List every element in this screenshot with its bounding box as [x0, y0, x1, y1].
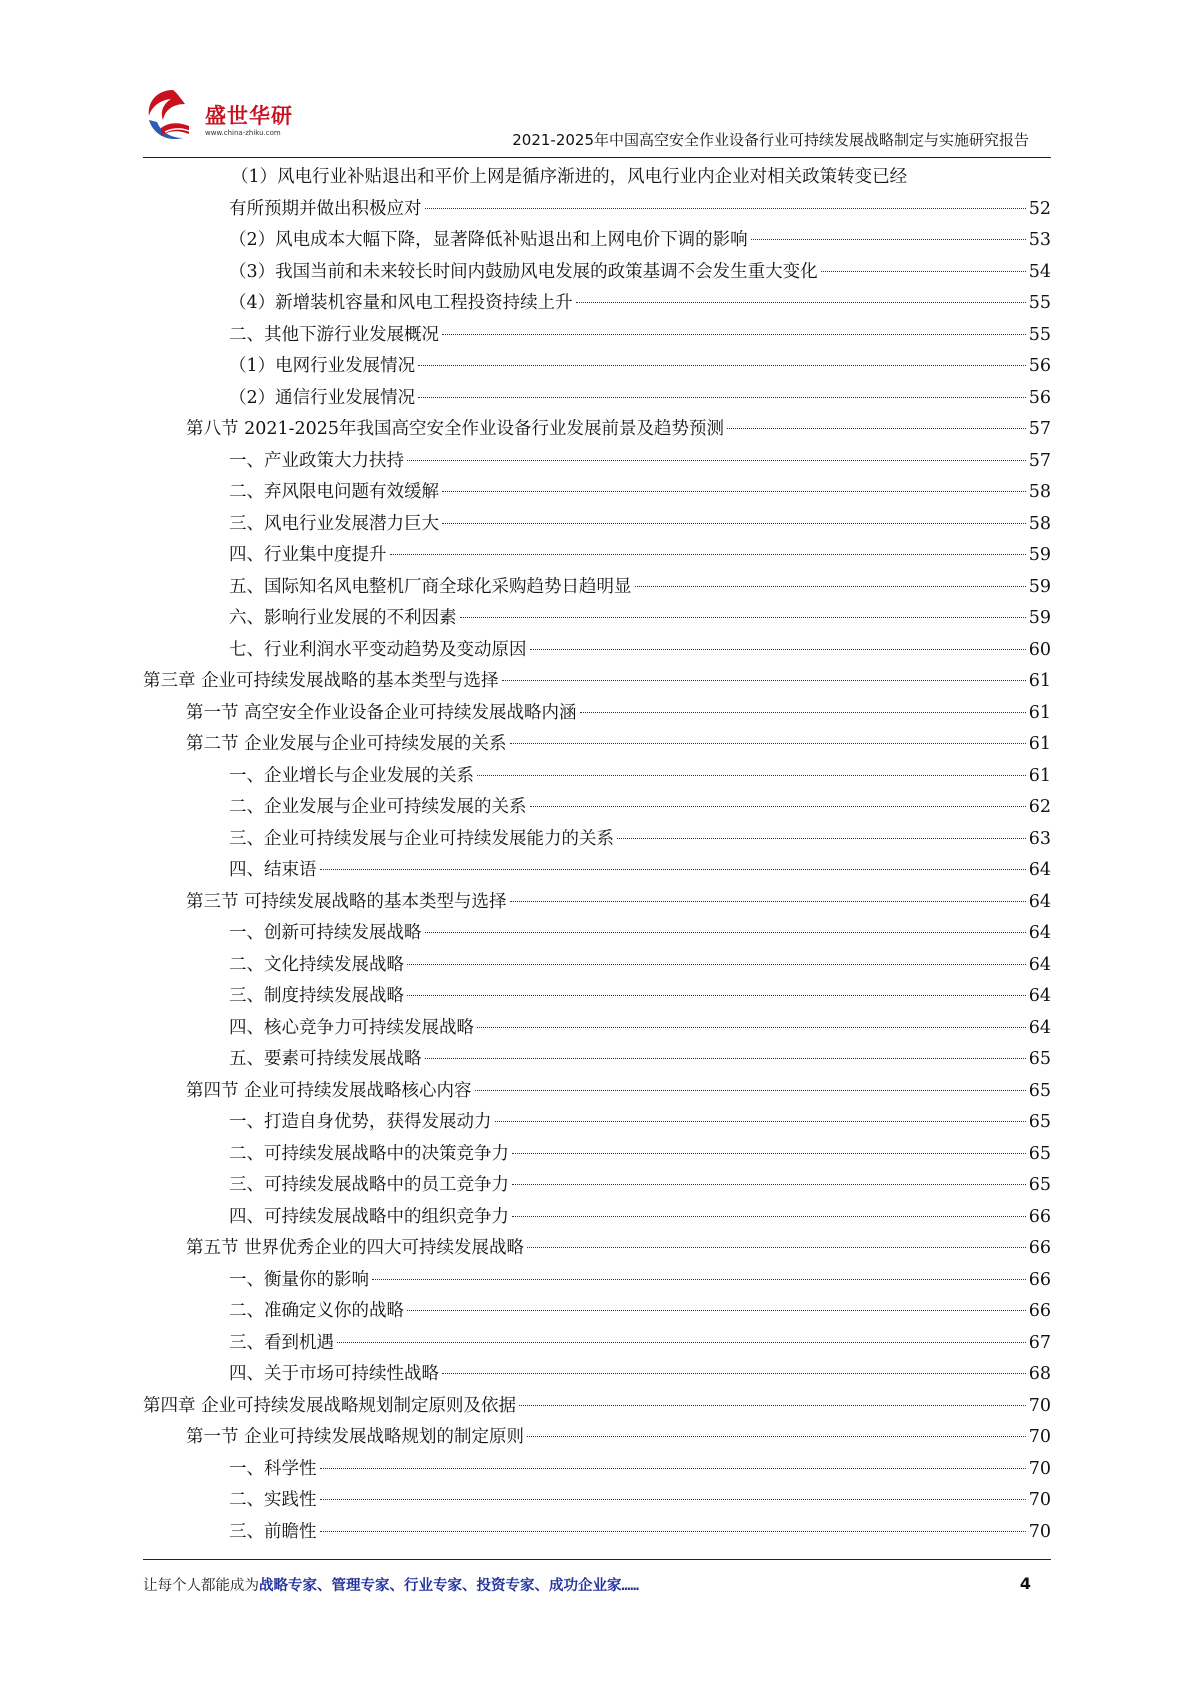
toc-entry-title-continued: 有所预期并做出积极应对: [229, 198, 422, 219]
toc-entry-title: 二、实践性: [229, 1490, 317, 1510]
toc-page-number: 65: [1028, 1112, 1051, 1132]
toc-dot-leader: [407, 460, 1026, 461]
toc-page-number: 64: [1028, 986, 1051, 1006]
toc-dot-leader: [320, 869, 1026, 870]
toc-entry-title: 一、科学性: [229, 1458, 317, 1479]
toc-dot-leader: [576, 302, 1026, 303]
toc-entry[interactable]: [143, 1013, 1051, 1045]
toc-entry[interactable]: [143, 761, 1051, 793]
toc-page-number: 57: [1028, 419, 1051, 439]
toc-entry-title: 第四章 企业可持续发展战略规划制定原则及依据: [143, 1395, 517, 1416]
toc-page-number: 64: [1028, 1017, 1051, 1038]
toc-dot-leader: [407, 964, 1026, 965]
toc-dot-leader: [751, 239, 1026, 240]
toc-dot-leader: [475, 1090, 1026, 1091]
toc-entry-title: 二、文化持续发展战略: [229, 954, 404, 975]
toc-dot-leader: [320, 1531, 1026, 1532]
toc-entry-title: 一、打造自身优势，获得发展动力: [229, 1112, 492, 1132]
toc-page-number: 62: [1028, 797, 1051, 817]
toc-dot-leader: [442, 1373, 1026, 1374]
toc-entry[interactable]: [143, 1265, 1051, 1297]
toc-entry[interactable]: [143, 698, 1051, 730]
toc-page-number: 70: [1028, 1395, 1051, 1416]
toc-page-number: 54: [1028, 261, 1051, 282]
toc-entry-title: 第五节 世界优秀企业的四大可持续发展战略: [186, 1238, 525, 1258]
toc-dot-leader: [337, 1342, 1026, 1343]
toc-page-number: 65: [1028, 1175, 1051, 1195]
toc-entry[interactable]: [143, 1391, 1051, 1423]
toc-dot-leader: [527, 1436, 1026, 1437]
toc-entry[interactable]: [143, 1107, 1051, 1139]
toc-dot-leader: [425, 208, 1026, 209]
toc-page-number: 65: [1028, 1143, 1051, 1164]
toc-page-number: 67: [1028, 1332, 1051, 1353]
toc-entry-title: 二、准确定义你的战略: [229, 1301, 404, 1321]
toc-dot-leader: [519, 1405, 1026, 1406]
toc-entry-title: 七、行业利润水平变动趋势及变动原因: [229, 639, 527, 660]
toc-page-number: 70: [1028, 1427, 1051, 1447]
page-footer: [143, 1574, 1051, 1598]
toc-dot-leader: [617, 838, 1026, 839]
toc-entry-title: （3）我国当前和未来较长时间内鼓励风电发展的政策基调不会发生重大变化: [229, 261, 818, 282]
toc-entry[interactable]: [143, 887, 1051, 919]
toc-entry[interactable]: [143, 1517, 1051, 1549]
toc-entry-title: 第三节 可持续发展战略的基本类型与选择: [186, 891, 507, 912]
toc-dot-leader: [495, 1121, 1026, 1122]
toc-entry-title: 二、其他下游行业发展概况: [229, 324, 439, 345]
toc-page-number: 70: [1028, 1458, 1051, 1479]
toc-entry[interactable]: [143, 666, 1051, 698]
toc-entry[interactable]: [143, 1359, 1051, 1391]
toc-entry-title: 二、企业发展与企业可持续发展的关系: [229, 797, 527, 817]
toc-entry-title: 四、关于市场可持续性战略: [229, 1364, 439, 1384]
table-of-contents: [143, 162, 1051, 1548]
brand-url: www.china-zhiku.com: [205, 129, 281, 137]
toc-entry-title: （1）电网行业发展情况: [229, 356, 416, 376]
toc-page-number: 66: [1028, 1238, 1051, 1258]
footer-slogan: [143, 1574, 639, 1595]
toc-entry-title: 三、企业可持续发展与企业可持续发展能力的关系: [229, 828, 614, 849]
toc-dot-leader: [442, 334, 1026, 335]
toc-entry-title: 五、要素可持续发展战略: [229, 1049, 422, 1069]
toc-entry[interactable]: [143, 1044, 1051, 1076]
toc-entry-title: 第八节 2021-2025年我国高空安全作业设备行业发展前景及趋势预测: [186, 419, 725, 439]
header-divider: [143, 157, 1051, 158]
toc-page-number: 64: [1028, 891, 1051, 912]
toc-entry-title: （4）新增装机容量和风电工程投资持续上升: [229, 293, 573, 313]
toc-page-number: 66: [1028, 1206, 1051, 1227]
toc-dot-leader: [477, 775, 1026, 776]
toc-entry-title: （2）通信行业发展情况: [229, 387, 416, 408]
toc-entry-title: 四、核心竞争力可持续发展战略: [229, 1017, 474, 1038]
toc-entry-title: （2）风电成本大幅下降，显著降低补贴退出和上网电价下调的影响: [229, 230, 748, 250]
toc-page-number: 65: [1028, 1080, 1051, 1101]
report-title: 2021-2025年中国高空安全作业设备行业可持续发展战略制定与实施研究报告: [512, 131, 1029, 149]
toc-dot-leader: [418, 397, 1026, 398]
toc-dot-leader: [407, 995, 1026, 996]
toc-entry-title: 三、看到机遇: [229, 1332, 334, 1353]
toc-dot-leader: [512, 1216, 1026, 1217]
toc-page-number: 66: [1028, 1301, 1051, 1321]
toc-entry[interactable]: [143, 162, 1051, 225]
slogan-emphasis: 战略专家、管理专家、行业专家、投资专家、成功企业家……: [259, 1578, 639, 1594]
toc-entry[interactable]: [143, 383, 1051, 415]
toc-entry[interactable]: [143, 981, 1051, 1013]
toc-entry[interactable]: [143, 1202, 1051, 1234]
toc-dot-leader: [512, 1153, 1026, 1154]
toc-page-number: 68: [1028, 1364, 1051, 1384]
toc-dot-leader: [460, 617, 1026, 618]
toc-entry[interactable]: [143, 320, 1051, 352]
toc-page-number: 60: [1028, 639, 1051, 660]
toc-entry[interactable]: [143, 572, 1051, 604]
toc-dot-leader: [390, 554, 1026, 555]
toc-entry[interactable]: [143, 446, 1051, 478]
toc-entry-title: （1）风电行业补贴退出和平价上网是循序渐进的，风电行业内企业对相关政策转变已经: [231, 167, 908, 187]
toc-entry-continuation: [143, 194, 1051, 226]
toc-dot-leader: [580, 712, 1026, 713]
toc-entry-title: 三、可持续发展战略中的员工竞争力: [229, 1175, 509, 1195]
toc-entry-title: 五、国际知名风电整机厂商全球化采购趋势日趋明显: [229, 576, 632, 597]
toc-entry[interactable]: [143, 855, 1051, 887]
toc-dot-leader: [510, 743, 1026, 744]
toc-entry[interactable]: [143, 225, 1051, 257]
toc-dot-leader: [442, 523, 1026, 524]
toc-entry[interactable]: [143, 1454, 1051, 1486]
toc-entry[interactable]: [143, 824, 1051, 856]
toc-dot-leader: [320, 1468, 1026, 1469]
toc-entry[interactable]: [143, 477, 1051, 509]
toc-entry[interactable]: [143, 1328, 1051, 1360]
page-number: 4: [1019, 1574, 1031, 1593]
toc-entry-title: 一、衡量你的影响: [229, 1269, 369, 1290]
toc-page-number: 58: [1028, 482, 1051, 502]
toc-page-number: 57: [1028, 450, 1051, 471]
toc-entry-title: 四、行业集中度提升: [229, 545, 387, 565]
toc-entry-title: 三、风电行业发展潜力巨大: [229, 513, 439, 534]
toc-dot-leader: [821, 271, 1026, 272]
toc-page-number: 55: [1028, 293, 1051, 313]
toc-dot-leader: [425, 1058, 1026, 1059]
toc-entry[interactable]: [143, 414, 1051, 446]
toc-entry[interactable]: [143, 288, 1051, 320]
toc-dot-leader: [527, 1247, 1026, 1248]
toc-dot-leader: [372, 1279, 1026, 1280]
toc-page-number: 52: [1028, 198, 1051, 219]
toc-page-number: 55: [1028, 324, 1051, 345]
toc-page-number: 64: [1028, 923, 1051, 943]
toc-dot-leader: [510, 901, 1026, 902]
toc-page-number: 65: [1028, 1049, 1051, 1069]
toc-dot-leader: [512, 1184, 1026, 1185]
toc-page-number: 64: [1028, 860, 1051, 880]
toc-page-number: 64: [1028, 954, 1051, 975]
toc-entry[interactable]: [143, 1139, 1051, 1171]
toc-dot-leader: [442, 491, 1026, 492]
toc-dot-leader: [727, 428, 1026, 429]
toc-page-number: 61: [1028, 702, 1051, 723]
toc-entry-title: 第二节 企业发展与企业可持续发展的关系: [186, 734, 507, 754]
toc-page-number: 66: [1028, 1269, 1051, 1290]
toc-dot-leader: [530, 806, 1026, 807]
toc-dot-leader: [425, 932, 1026, 933]
toc-page-number: 58: [1028, 513, 1051, 534]
toc-page-number: 63: [1028, 828, 1051, 849]
toc-entry-title: 第三章 企业可持续发展战略的基本类型与选择: [143, 671, 499, 691]
toc-dot-leader: [418, 365, 1026, 366]
footer-divider: [143, 1559, 1051, 1560]
toc-entry-title: 第四节 企业可持续发展战略核心内容: [186, 1080, 472, 1101]
toc-dot-leader: [407, 1310, 1026, 1311]
toc-entry[interactable]: [143, 1485, 1051, 1517]
brand-logo: [143, 82, 333, 148]
toc-entry[interactable]: [143, 792, 1051, 824]
toc-page-number: 56: [1028, 387, 1051, 408]
toc-entry-title: 六、影响行业发展的不利因素: [229, 608, 457, 628]
toc-page-number: 56: [1028, 356, 1051, 376]
toc-page-number: 70: [1028, 1521, 1051, 1542]
brand-name: 盛世华研: [205, 104, 293, 128]
toc-entry[interactable]: [143, 509, 1051, 541]
toc-entry[interactable]: [143, 1170, 1051, 1202]
toc-entry[interactable]: [143, 1422, 1051, 1454]
toc-entry[interactable]: [143, 1076, 1051, 1108]
toc-page-number: 53: [1028, 230, 1051, 250]
toc-page-number: 59: [1028, 576, 1051, 597]
toc-entry-title: 二、弃风限电问题有效缓解: [229, 482, 439, 502]
toc-dot-leader: [477, 1027, 1026, 1028]
toc-entry-title: 一、创新可持续发展战略: [229, 923, 422, 943]
toc-entry-title: 三、制度持续发展战略: [229, 986, 404, 1006]
toc-entry-title: 三、前瞻性: [229, 1521, 317, 1542]
toc-entry-title: 四、结束语: [229, 860, 317, 880]
page-header: [143, 82, 1051, 154]
toc-page-number: 70: [1028, 1490, 1051, 1510]
toc-dot-leader: [502, 680, 1026, 681]
toc-entry[interactable]: [143, 257, 1051, 289]
toc-entry[interactable]: [143, 1233, 1051, 1265]
slogan-prefix: 让每个人都能成为: [143, 1578, 259, 1594]
toc-entry-title: 第一节 企业可持续发展战略规划的制定原则: [186, 1427, 525, 1447]
toc-entry-title: 四、可持续发展战略中的组织竞争力: [229, 1206, 509, 1227]
logo-emblem-icon: [143, 84, 203, 146]
toc-page-number: 61: [1028, 671, 1051, 691]
toc-entry[interactable]: [143, 351, 1051, 383]
toc-page-number: 61: [1028, 765, 1051, 786]
toc-entry[interactable]: [143, 950, 1051, 982]
toc-dot-leader: [635, 586, 1026, 587]
toc-entry-title: 第一节 高空安全作业设备企业可持续发展战略内涵: [186, 702, 577, 723]
toc-dot-leader: [530, 649, 1026, 650]
toc-entry-title: 二、可持续发展战略中的决策竞争力: [229, 1143, 509, 1164]
toc-entry[interactable]: [143, 918, 1051, 950]
toc-entry[interactable]: [143, 540, 1051, 572]
toc-entry[interactable]: [143, 729, 1051, 761]
toc-page-number: 61: [1028, 734, 1051, 754]
toc-page-number: 59: [1028, 545, 1051, 565]
toc-page-number: 59: [1028, 608, 1051, 628]
toc-entry[interactable]: [143, 603, 1051, 635]
toc-entry[interactable]: [143, 1296, 1051, 1328]
toc-entry-title: 一、企业增长与企业发展的关系: [229, 765, 474, 786]
toc-entry[interactable]: [143, 635, 1051, 667]
toc-dot-leader: [320, 1499, 1026, 1500]
toc-entry-title: 一、产业政策大力扶持: [229, 450, 404, 471]
